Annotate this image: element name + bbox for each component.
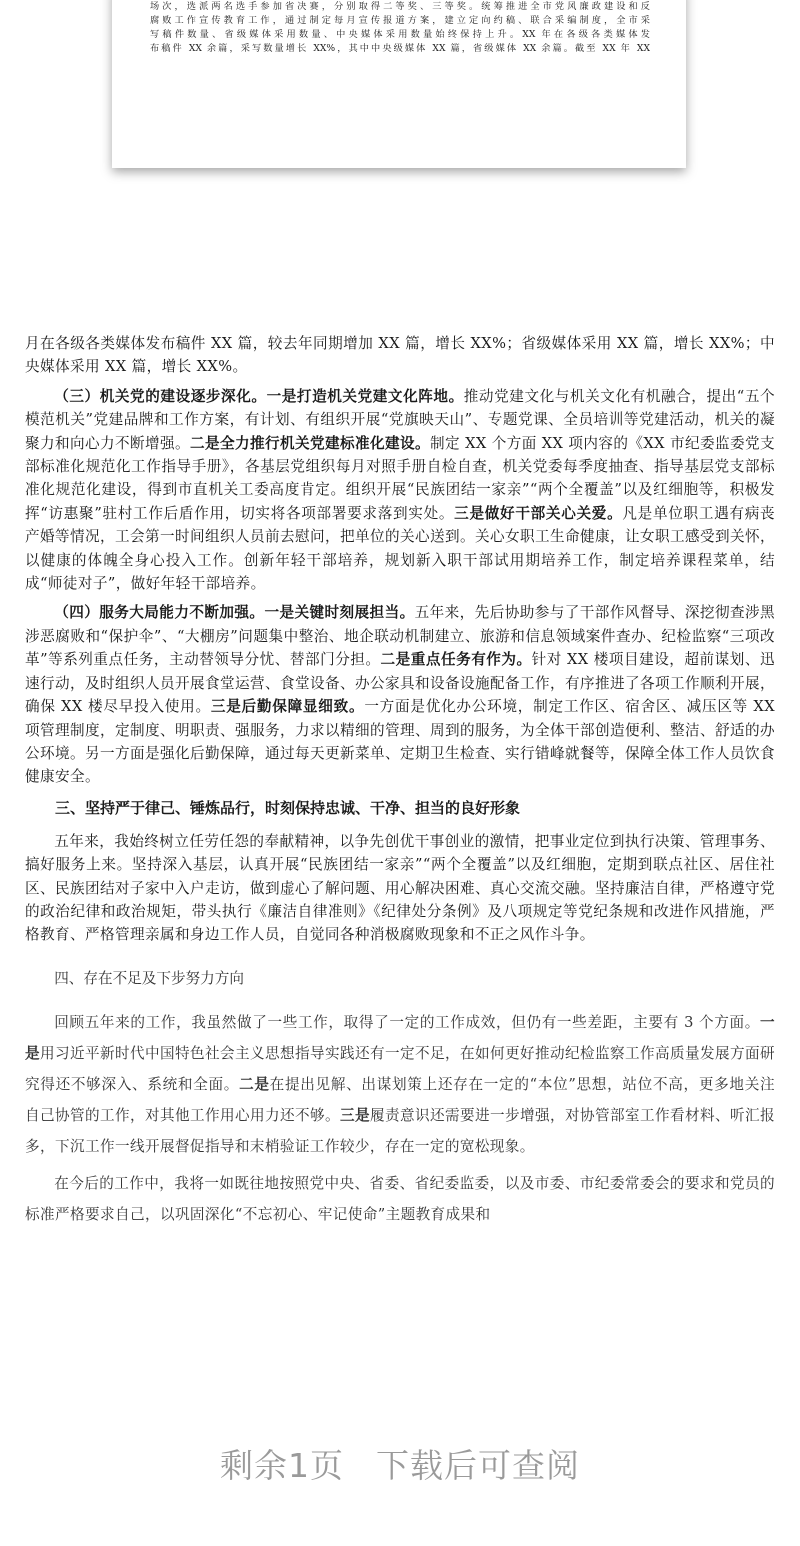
section4-lead-2: 二是重点任务有作为。	[380, 651, 532, 669]
section3-text-2: 制定 XX 个方面 XX 项内容的《XX 市纪委监委党支部标准化规范化工作指导手册》，各基层党组织每月对照手册自检自查，机关党委每季度抽查、指导基层党支部标准化规范化建设，得到市直机关工委高度肯定。组织开展“民族团结一家亲”“两个全覆盖”以及红细胞等，积极发挥“访惠聚”驻村工作后盾作用，切实将各项部署要求落到实处。	[25, 434, 776, 522]
card-line: 布稿件 XX 余篇，采写数量增长 XX%，其中中央级媒体 XX 篇，省级媒体 XX 余篇。截至 XX 年 XX	[150, 43, 650, 54]
section3-lead-3: 三是做好干部关心关爱。	[454, 504, 623, 522]
part4-intro: 回顾五年来的工作，我虽然做了一些工作，取得了一定的工作成效，但仍有一些差距，主要有 3 个方面。	[54, 1013, 760, 1031]
section3-lead-2: 二是全力推行机关党建标准化建设。	[190, 434, 431, 452]
card-line: 腐败工作宣传教育工作，通过制定每月宣传报道方案，建立定向约稿、联合采编制度，全市采	[150, 15, 650, 26]
part3-heading: 三、坚持严于律己、锤炼品行，时刻保持忠诚、干净、担当的良好形象	[55, 798, 521, 817]
content-fade	[0, 1330, 800, 1410]
download-to-view-text[interactable]: 下载后可查阅	[376, 1446, 580, 1485]
section4-heading: （四）服务大局能力不断加强。	[54, 604, 265, 622]
part4-section	[25, 1007, 775, 1230]
section4-text-1: 五年来，先后协助参与了干部作风督导、深挖彻查涉黑涉恶腐败和“保护伞”、“大棚房”问题集中整治、地企联动机制建立、旅游和信息领域案件查办、纪检监察“三项改革”等系列重点任务，主动替领导分忧、替部门分担。	[25, 604, 775, 669]
section3-heading: （三）机关党的建设逐步深化。	[54, 387, 267, 405]
remaining-pages-text[interactable]: 剩余1页	[220, 1446, 344, 1485]
card-line: 写稿件数量、省级媒体采用数量、中央媒体采用数量始终保持上升。XX 年在各级各类媒体发	[150, 29, 650, 40]
section3-lead-1: 一是打造机关党建文化阵地。	[266, 387, 464, 405]
dense-section	[25, 332, 775, 947]
part4-heading: 四、存在不足及下步努力方向	[54, 969, 244, 987]
media-paragraph: 月在各级各类媒体发布稿件 XX 篇，较去年同期增加 XX 篇，增长 XX%；省级媒体采用 XX 篇，增长 XX%；中央媒体采用 XX 篇，增长 XX%。	[25, 335, 775, 376]
section3-paragraph	[25, 385, 775, 596]
section4-lead-1: 一是关键时刻展担当。	[264, 604, 415, 622]
section3-text-3: 凡是单位职工遇有病丧产婚等情况，工会第一时间组织人员前去慰问，把单位的关心送到。关心女职工生命健康，让女职工感受到关怀，以健康的体魄全身心投入工作。创新年轻干部培养，规划新入职干部试用期培养工作，制定培养课程菜单，结成“师徒对子”，做好年轻干部培养。	[25, 504, 775, 593]
part4-text-3: 履责意识还需要进一步增强，对协管部室工作看材料、听汇报多，下沉工作一线开展督促指导和末梢验证工作较少，存在一定的宽松现象。	[25, 1106, 775, 1155]
section4-text-3: 一方面是优化办公环境，制定工作区、宿舍区、减压区等 XX 项管理制度，定制度、明职责、强服务，力求以精细的管理、周到的服务，为全体干部创造便利、整洁、舒适的办公环境。另一方面是强化后勤保障，通过每天更新菜单、定期卫生检查、实行错峰就餐等，保障全体工作人员饮食健康安全。	[25, 698, 775, 786]
part4-paragraph-1	[25, 1007, 775, 1162]
part4-paragraph-2: 在今后的工作中，我将一如既往地按照党中央、省委、省纪委监委，以及市委、市纪委常委会的要求和党员的标准严格要求自己，以巩固深化“不忘初心、牢记使命”主题教育成果和	[25, 1174, 775, 1223]
part4-text-2: 在提出见解、出谋划策上还存在一定的“本位”思想，站位不高，更多地关注自己协管的工作，对其他工作用心用力还不够。	[25, 1075, 775, 1124]
section4-text-2: 针对 XX 楼项目建设，超前谋划、迅速行动，及时组织人员开展食堂运营、食堂设备、办公家具和设备设施配备工作，有序推进了各项工作顺利开展，确保 XX 楼尽早投入使用。	[25, 651, 775, 716]
part4-lead-2: 二是	[239, 1075, 270, 1093]
part4-lead-3: 三是	[340, 1106, 370, 1124]
previous-page-card	[112, 0, 686, 168]
download-prompt[interactable]	[0, 1440, 800, 1487]
part3-paragraph: 五年来，我始终树立任劳任怨的奉献精神，以争先创优干事创业的激情，把事业定位到执行决策、管理事务、搞好服务上来。坚持深入基层，认真开展“民族团结一家亲”“两个全覆盖”以及红细胞，定期到联点社区、居住社区、民族团结对子家中入户走访，做到虚心了解问题、用心解决困难、真心交流交融。坚持廉洁自律，严格遵守党的政治纪律和政治规矩，带头执行《廉洁自律准则》《纪律处分条例》及八项规定等党纪条规和改进作风措施，严格教育、严格管理亲属和身边工作人员，自觉同各种消极腐败现象和不正之风作斗争。	[25, 832, 775, 944]
document-body	[25, 332, 775, 1230]
section3-text-1: 推动党建文化与机关文化有机融合，提出“五个模范机关”党建品牌和工作方案，有计划、有组织开展“党旗映天山”、专题党课、全员培训等党建活动，机关的凝聚力和向心力不断增强。	[25, 387, 776, 452]
part4-text-1: 用习近平新时代中国特色社会主义思想指导实践还有一定不足，在如何更好推动纪检监察工作高质量发展方面研究得还不够深入、系统和全面。	[25, 1044, 775, 1093]
section4-lead-3: 三是后勤保障显细致。	[210, 698, 365, 716]
card-line: 场次，选派两名选手参加省决赛，分别取得二等奖、三等奖。统筹推进全市党风廉政建设和反	[150, 1, 650, 12]
part4-lead-1: 一是	[25, 1013, 775, 1062]
section4-paragraph	[25, 601, 775, 788]
